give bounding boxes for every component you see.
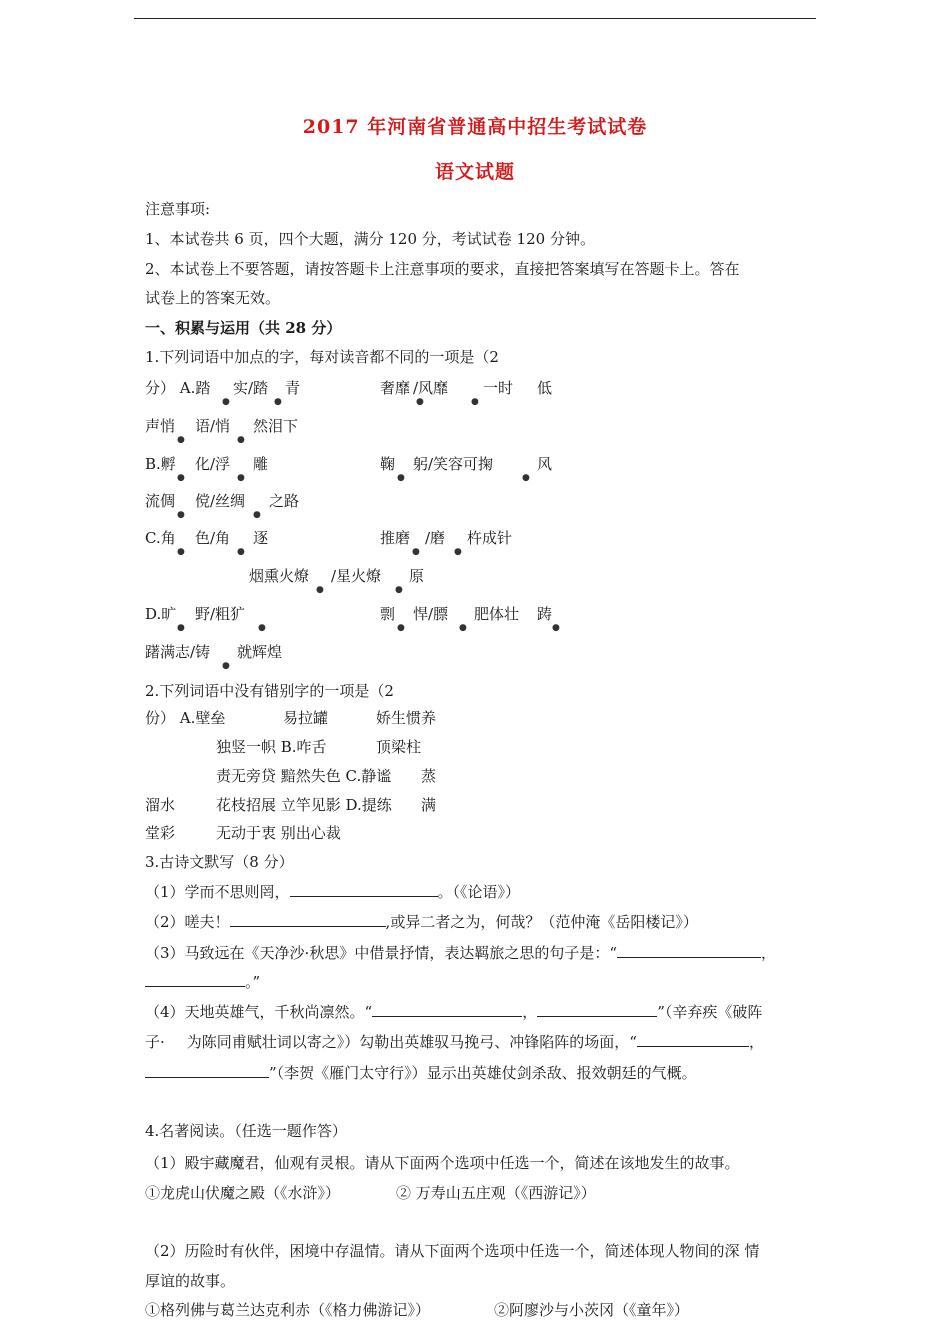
notice-heading: 注意事项: bbox=[145, 200, 211, 218]
q2-line-1-a: 份） A.壁垒 bbox=[145, 709, 226, 727]
recitation-4-line-3 bbox=[145, 1063, 697, 1083]
q1-line-1-f: 一时 bbox=[483, 379, 514, 397]
q2-line-1-c: 娇生惯养 bbox=[376, 709, 437, 727]
recitation-2-prefix: （2）嗟夫！ bbox=[145, 913, 230, 931]
answer-blank[interactable] bbox=[537, 1002, 657, 1017]
emphasis-dot: ● bbox=[237, 547, 245, 557]
q1-line-6-b: /星火燎 bbox=[331, 567, 382, 585]
recitation-3-line-2 bbox=[145, 972, 260, 992]
notice-item-2-line-2: 试卷上的答案无效。 bbox=[145, 289, 281, 307]
q4-part-2-line-2: 厚谊的故事。 bbox=[145, 1272, 236, 1290]
q1-line-1-a: 分） A.踏 bbox=[145, 379, 211, 397]
q1-line-7-e: 肥体壮 bbox=[474, 605, 520, 623]
q2-line-1-b: 易拉罐 bbox=[283, 709, 329, 727]
answer-blank[interactable] bbox=[145, 972, 245, 987]
q4-part-1-option-a: ①龙虎山伏魔之殿（《水浒》） bbox=[145, 1184, 341, 1202]
emphasis-dot: ● bbox=[552, 623, 560, 633]
q2-line-4-a: 溜水 bbox=[145, 796, 176, 814]
q1-line-2-b: 语/悄 bbox=[195, 417, 231, 435]
q1-line-7-f: 踌 bbox=[537, 605, 553, 623]
emphasis-dot: ● bbox=[316, 585, 324, 595]
q4-part-2-line-1: （2）历险时有伙伴，困境中存温情。请从下面两个选项中任选一个，简述体现人物间的深 情 bbox=[145, 1242, 760, 1260]
emphasis-dot: ● bbox=[177, 435, 185, 445]
exam-title: 2017 年河南省普通高中招生考试试卷 bbox=[302, 116, 648, 138]
q4-part-1: （1）殿宇藏魔君，仙观有灵根。请从下面两个选项中任选一个，简述在该地发生的故事。 bbox=[145, 1154, 740, 1172]
q1-line-2-c: 然泪下 bbox=[253, 417, 299, 435]
q1-line-3-a: B.孵 bbox=[145, 455, 176, 473]
emphasis-dot: ● bbox=[177, 473, 185, 483]
q1-line-3-e: 躬/笑容可掬 bbox=[413, 455, 494, 473]
q1-line-3-b: 化/浮 bbox=[195, 455, 231, 473]
q1-line-7-b: 野/粗犷 bbox=[195, 605, 246, 623]
q1-line-4-b: 傥/丝绸 bbox=[195, 492, 246, 510]
recitation-4-poem-b: 为陈同甫赋壮词以寄之》）勾勒出英雄驭马挽弓、冲锋陷阵的场面，“ bbox=[186, 1033, 637, 1051]
q1-line-8-a: 躇满志/铸 bbox=[145, 643, 211, 661]
emphasis-dot: ● bbox=[459, 623, 467, 633]
answer-blank[interactable] bbox=[372, 1002, 522, 1017]
recitation-3-prefix: （3）马致远在《天净沙·秋思》中借景抒情，表达羁旅之思的句子是：“ bbox=[145, 944, 617, 962]
recitation-4-source: ”（辛弃疾《破阵 bbox=[657, 1003, 763, 1021]
q1-line-2-a: 声悄 bbox=[145, 417, 176, 435]
q1-line-1-c: 青 bbox=[285, 379, 301, 397]
recitation-4-comma-2: ， bbox=[748, 1033, 764, 1051]
emphasis-dot: ● bbox=[397, 623, 405, 633]
q2-line-4-b: 花枝招展 立竿见影 D.提练 bbox=[216, 796, 392, 814]
question-2-stem: 2.下列词语中没有错别字的一项是（2 bbox=[145, 682, 394, 700]
emphasis-dot: ● bbox=[237, 435, 245, 445]
emphasis-dot: ● bbox=[274, 397, 282, 407]
q1-line-1-b: 实/踏 bbox=[233, 379, 269, 397]
q1-line-7-d: 悍/膘 bbox=[413, 605, 449, 623]
answer-blank[interactable] bbox=[230, 912, 386, 927]
q1-line-1-g: 低 bbox=[537, 379, 553, 397]
q1-line-5-c: 逐 bbox=[253, 529, 269, 547]
recitation-2-suffix: ,或异二者之为，何哉？（范仲淹《岳阳楼记》） bbox=[385, 913, 698, 931]
q4-part-2-option-a: ①格列佛与葛兰达克利赤（《格力佛游记》） bbox=[145, 1301, 431, 1319]
q1-line-5-b: 色/角 bbox=[195, 529, 231, 547]
q1-line-3-f: 风 bbox=[537, 455, 553, 473]
emphasis-dot: ● bbox=[471, 397, 479, 407]
emphasis-dot: ● bbox=[412, 547, 420, 557]
q2-line-4-c: 满 bbox=[421, 796, 437, 814]
answer-blank[interactable] bbox=[290, 882, 438, 897]
q4-part-2-option-b: ②阿廖沙与小茨冈（《童年》） bbox=[494, 1301, 690, 1319]
emphasis-dot: ● bbox=[395, 585, 403, 595]
q1-line-5-e: /磨 bbox=[425, 529, 446, 547]
q1-line-3-c: 雕 bbox=[253, 455, 269, 473]
q2-line-3-b: 蒸 bbox=[421, 767, 437, 785]
q1-line-7-c: 剽 bbox=[380, 605, 396, 623]
emphasis-dot: ● bbox=[237, 473, 245, 483]
recitation-2 bbox=[145, 912, 698, 932]
notice-item-2-line-1: 2、本试卷上不要答题，请按答题卡上注意事项的要求，直接把答案填写在答题卡上。答在 bbox=[145, 260, 740, 278]
section-1-heading: 一、积累与运用（共 28 分） bbox=[145, 319, 342, 337]
q1-line-1-e: /风靡 bbox=[413, 379, 449, 397]
q1-line-4-c: 之路 bbox=[269, 492, 300, 510]
emphasis-dot: ● bbox=[522, 473, 530, 483]
emphasis-dot: ● bbox=[177, 547, 185, 557]
exam-subtitle: 语文试题 bbox=[434, 161, 515, 183]
q1-line-4-a: 流倜 bbox=[145, 492, 176, 510]
emphasis-dot: ● bbox=[177, 623, 185, 633]
answer-blank[interactable] bbox=[145, 1063, 269, 1078]
q1-line-1-d: 奢靡 bbox=[380, 379, 411, 397]
q1-line-5-a: C.角 bbox=[145, 529, 176, 547]
recitation-1-suffix: 。（《论语》） bbox=[437, 883, 521, 901]
emphasis-dot: ● bbox=[222, 661, 230, 671]
emphasis-dot: ● bbox=[454, 547, 462, 557]
emphasis-dot: ● bbox=[177, 510, 185, 520]
emphasis-dot: ● bbox=[222, 397, 230, 407]
answer-blank[interactable] bbox=[617, 943, 761, 958]
q1-line-3-d: 鞠 bbox=[380, 455, 396, 473]
q4-part-1-option-b: ② 万寿山五庄观（《西游记》） bbox=[396, 1184, 596, 1202]
q2-line-2-a: 独竖一帜 B.咋舌 bbox=[216, 738, 327, 756]
recitation-4-suffix: ”（李贺《雁门太守行》）显示出英雄仗剑杀敌、报效朝廷的气概。 bbox=[269, 1064, 697, 1082]
emphasis-dot: ● bbox=[397, 473, 405, 483]
emphasis-dot: ● bbox=[253, 510, 261, 520]
emphasis-dot: ● bbox=[258, 623, 266, 633]
recitation-4-prefix: （4）天地英雄气，千秋尚凛然。“ bbox=[145, 1003, 373, 1021]
answer-blank[interactable] bbox=[637, 1032, 749, 1047]
q1-line-6-c: 原 bbox=[409, 567, 425, 585]
q1-line-8-b: 就辉煌 bbox=[237, 643, 283, 661]
recitation-4-poem-a: 子· bbox=[145, 1033, 165, 1051]
q1-line-6-a: 烟熏火燎 bbox=[249, 567, 310, 585]
notice-item-1: 1、本试卷共 6 页，四个大题，满分 120 分，考试试卷 120 分钟。 bbox=[145, 230, 595, 248]
q1-line-7-a: D.旷 bbox=[145, 605, 177, 623]
q2-line-5-a: 堂彩 bbox=[145, 824, 176, 842]
recitation-4-line-1 bbox=[145, 1002, 762, 1022]
emphasis-dot: ● bbox=[416, 397, 424, 407]
q2-line-3-a: 责无旁贷 黯然失色 C.静谧 bbox=[216, 767, 392, 785]
q1-line-5-d: 推磨 bbox=[380, 529, 411, 547]
question-3-stem: 3.古诗文默写（8 分） bbox=[145, 853, 294, 871]
recitation-3-comma: ， bbox=[760, 944, 776, 962]
recitation-1 bbox=[145, 882, 520, 902]
q2-line-2-b: 顶梁柱 bbox=[376, 738, 422, 756]
question-1-stem: 1.下列词语中加点的字，每对读音都不同的一项是（2 bbox=[145, 348, 499, 366]
question-4-stem: 4.名著阅读。（任选一题作答） bbox=[145, 1122, 347, 1140]
recitation-4-line-2 bbox=[145, 1032, 764, 1052]
q2-line-5-b: 无动于衷 别出心裁 bbox=[216, 824, 341, 842]
recitation-4-comma: ， bbox=[522, 1003, 538, 1021]
recitation-3-line-1 bbox=[145, 943, 776, 963]
q1-line-5-f: 杵成针 bbox=[467, 529, 513, 547]
recitation-1-prefix: （1）学而不思则罔， bbox=[145, 883, 290, 901]
recitation-3-suffix: 。” bbox=[245, 973, 261, 991]
header-rule bbox=[134, 18, 816, 19]
